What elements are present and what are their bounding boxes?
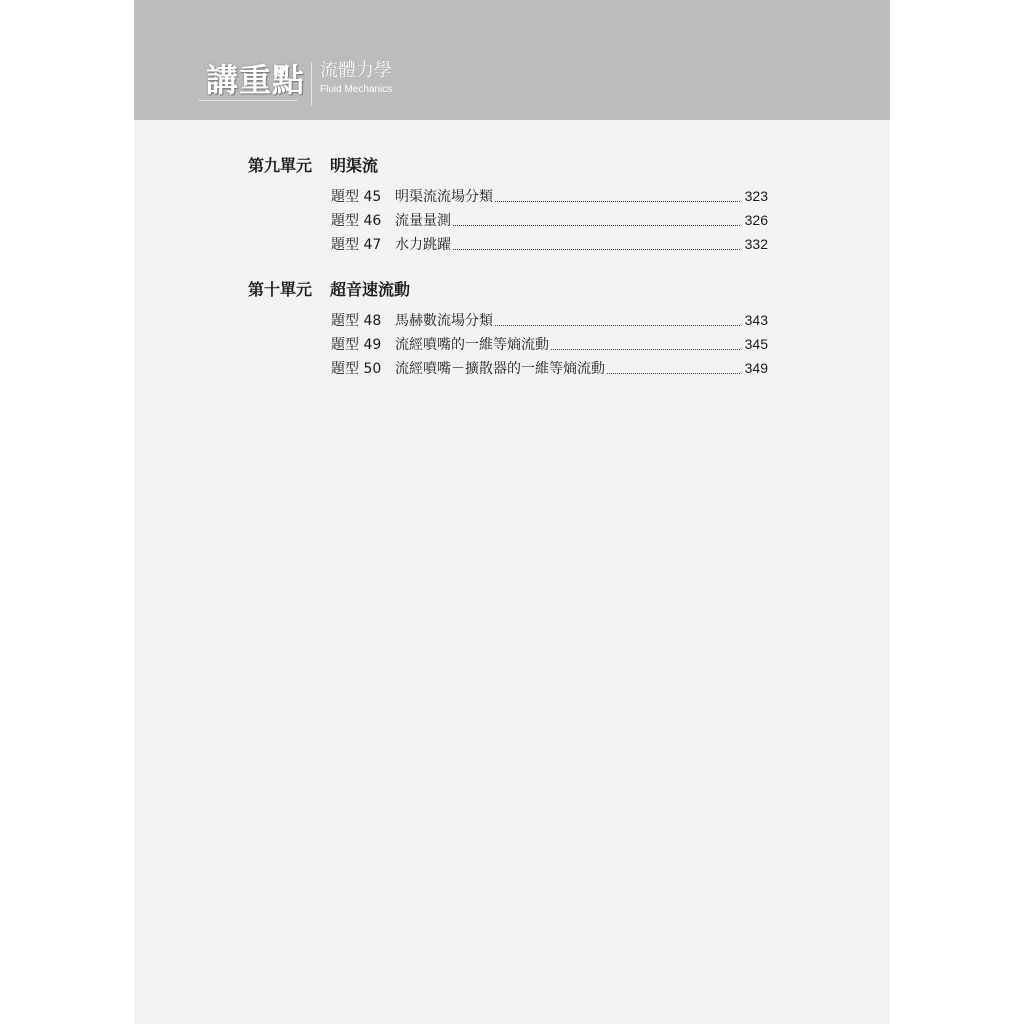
brand-subtitle-en: Fluid Mechanics <box>320 84 393 95</box>
entry-page: 345 <box>744 336 768 352</box>
entry-name: 流經噴嘴－擴散器的一維等熵流動 <box>395 361 605 377</box>
dot-leader <box>607 359 740 374</box>
unit-number: 第九單元 <box>248 155 313 175</box>
brand-title: 講重點 <box>206 61 306 99</box>
entry-page: 323 <box>744 188 768 204</box>
dot-leader <box>495 187 740 202</box>
entry-type: 題型 49 <box>331 337 382 353</box>
entry-name: 明渠流流場分類 <box>395 189 493 205</box>
toc-entry[interactable] <box>331 332 768 356</box>
dot-leader <box>495 311 740 326</box>
unit-title: 超音速流動 <box>330 279 411 299</box>
unit-entries <box>248 308 768 380</box>
entry-page: 326 <box>744 212 768 228</box>
brand-subtitle <box>312 60 392 96</box>
toc-unit <box>248 150 768 256</box>
brand-logo <box>206 60 392 110</box>
entry-name: 馬赫數流場分類 <box>395 313 493 329</box>
dot-leader <box>551 335 740 350</box>
document-page <box>134 0 890 1024</box>
unit-number: 第十單元 <box>248 279 313 299</box>
entry-type: 題型 45 <box>331 189 382 205</box>
toc-entry[interactable] <box>331 184 768 208</box>
entry-name: 水力跳躍 <box>395 237 451 253</box>
unit-title: 明渠流 <box>330 155 379 175</box>
entry-type: 題型 50 <box>331 361 382 377</box>
unit-heading <box>248 274 768 302</box>
brand-underline <box>198 100 298 101</box>
entry-name: 流量量測 <box>395 213 451 229</box>
toc-entry[interactable] <box>331 356 768 380</box>
toc-entry[interactable] <box>331 232 768 256</box>
brand-subtitle-cn: 流體力學 <box>320 60 393 81</box>
dot-leader <box>453 235 740 250</box>
toc-entry[interactable] <box>331 308 768 332</box>
table-of-contents <box>248 150 768 398</box>
toc-unit <box>248 274 768 380</box>
entry-page: 332 <box>744 236 768 252</box>
entry-type: 題型 46 <box>331 213 382 229</box>
entry-page: 349 <box>744 360 768 376</box>
entry-type: 題型 48 <box>331 313 382 329</box>
header-band <box>134 0 890 120</box>
unit-heading <box>248 150 768 178</box>
dot-leader <box>453 211 740 226</box>
entry-type: 題型 47 <box>331 237 382 253</box>
unit-entries <box>248 184 768 256</box>
entry-name: 流經噴嘴的一維等熵流動 <box>395 337 549 353</box>
entry-page: 343 <box>744 312 768 328</box>
toc-entry[interactable] <box>331 208 768 232</box>
